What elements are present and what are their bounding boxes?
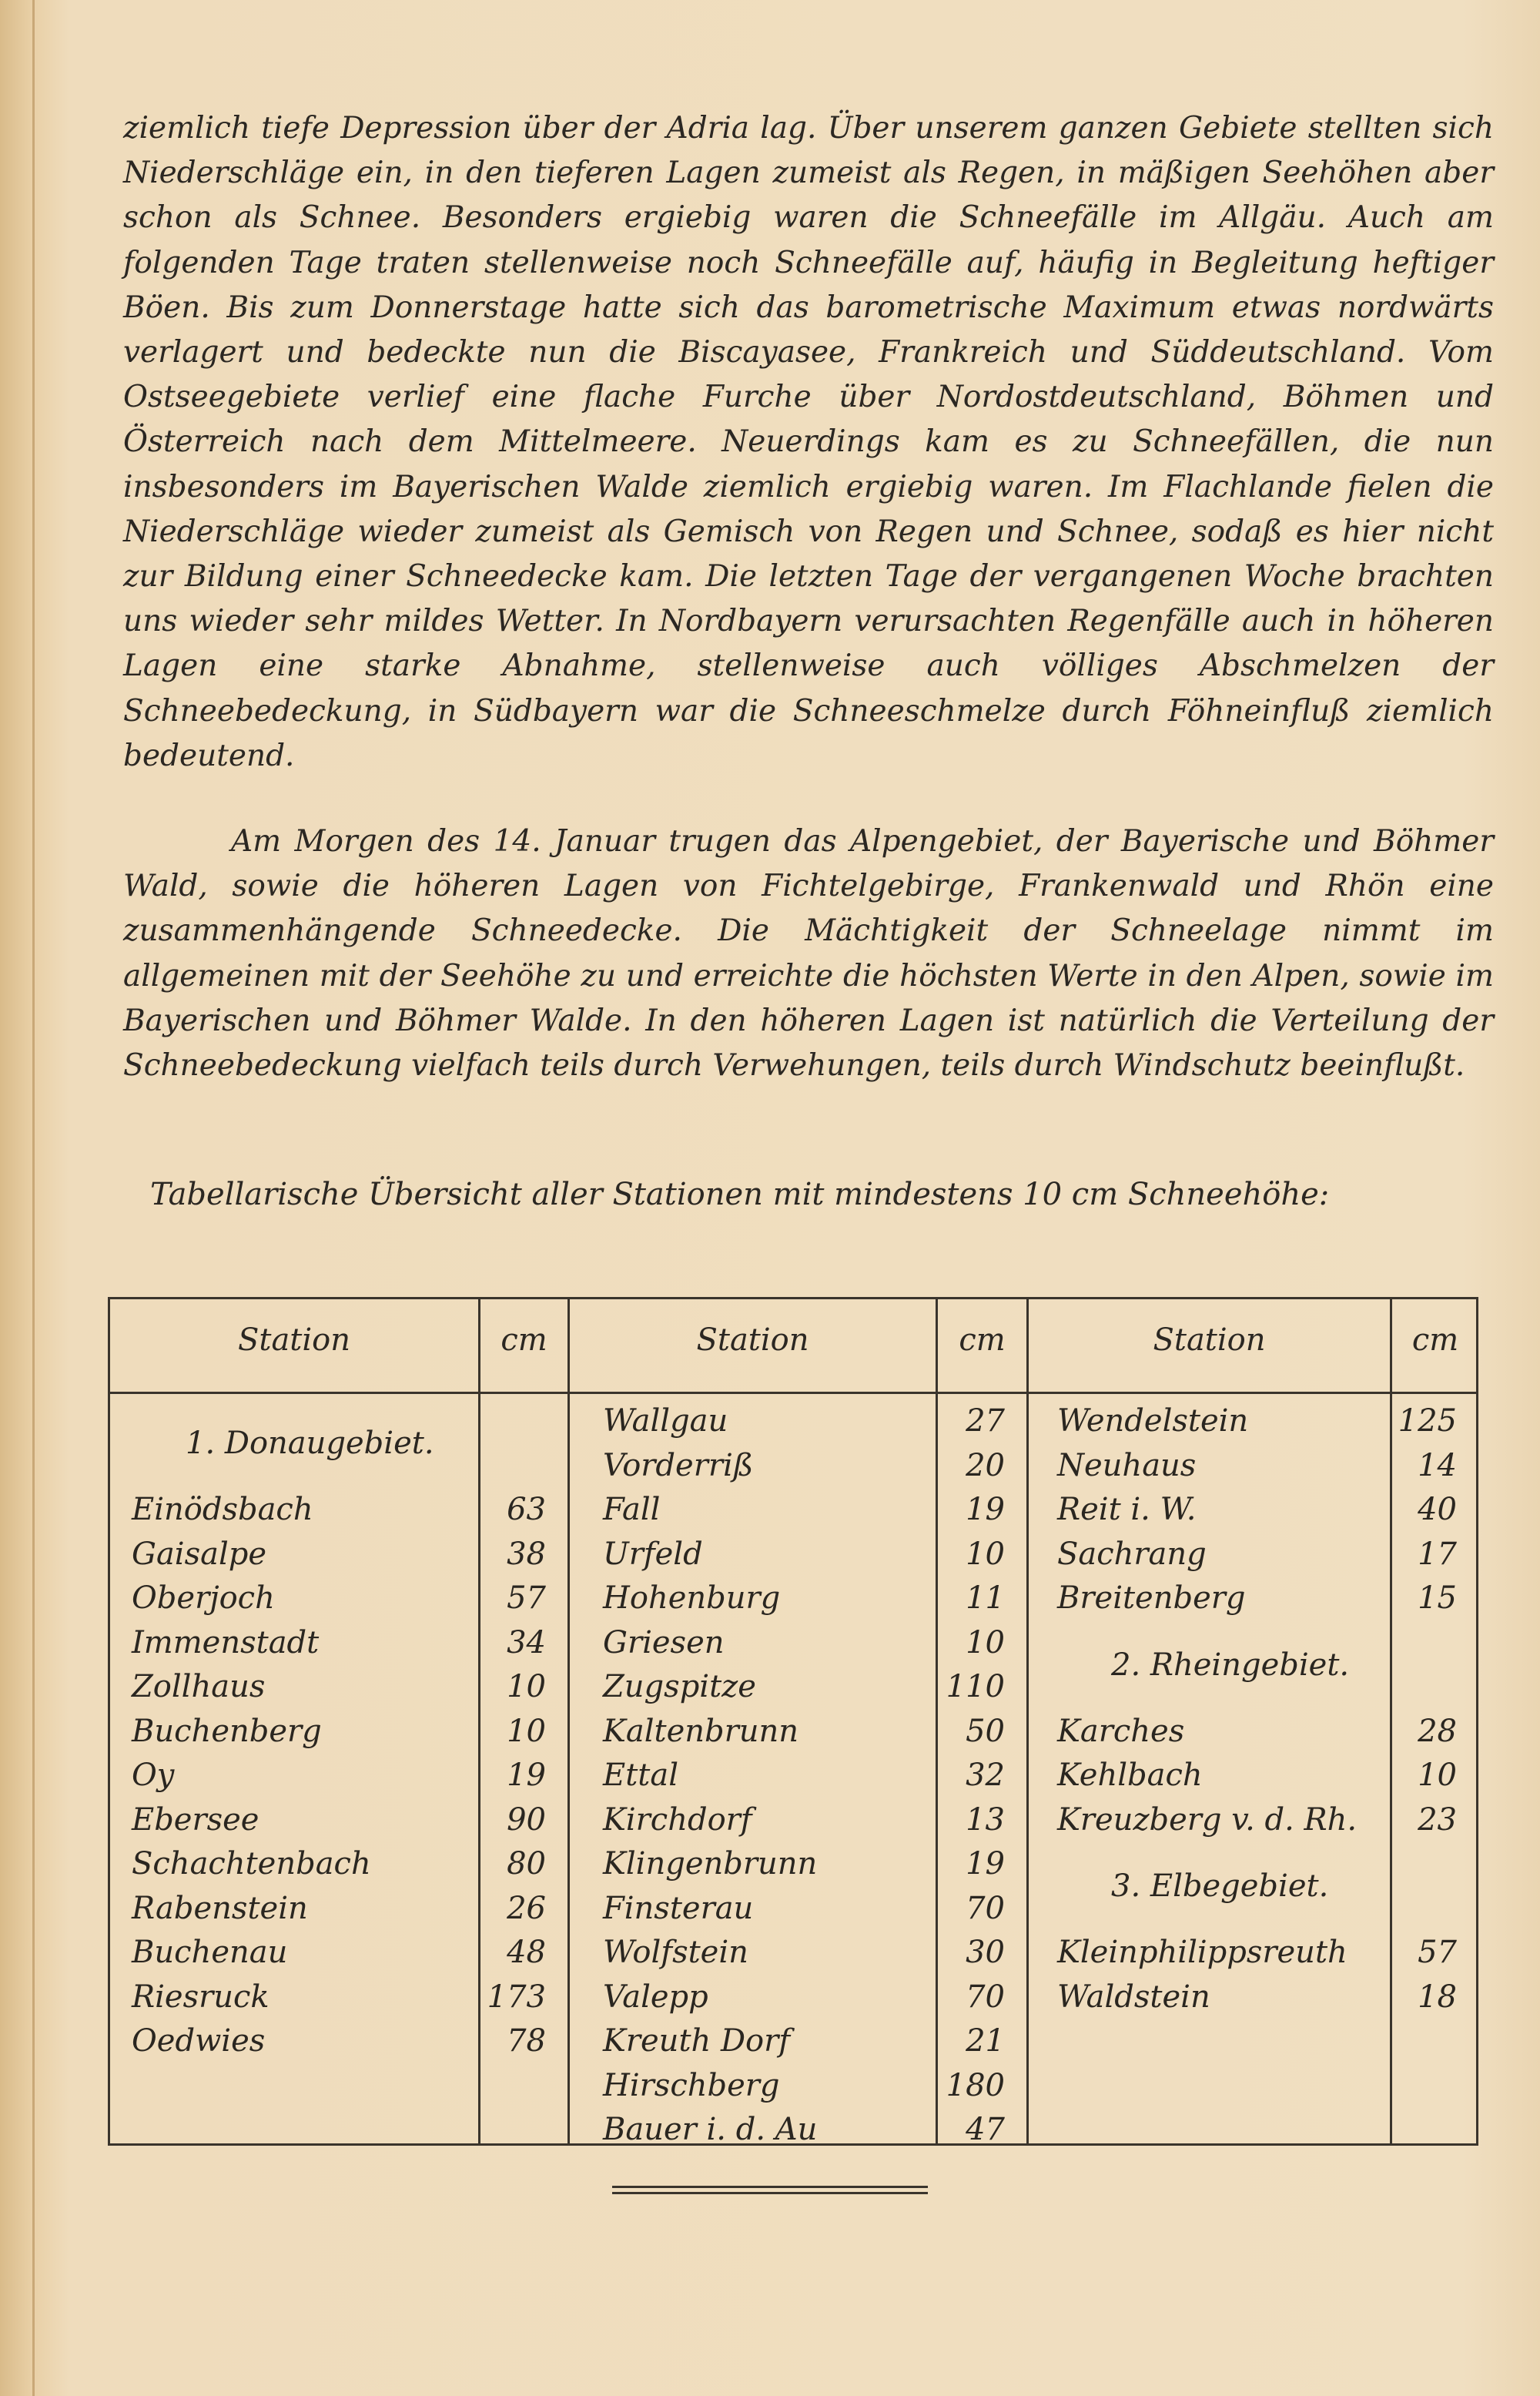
- table-header-rule: [110, 1392, 1476, 1394]
- station-name: Klingenbrunn: [603, 1846, 818, 1882]
- snow-depth-cm: 20: [966, 1447, 1005, 1483]
- snow-depth-cm: 57: [1418, 1935, 1457, 1970]
- station-name: Immenstadt: [132, 1624, 320, 1660]
- station-name: Bauer i. d. Au: [603, 2112, 818, 2147]
- snow-depth-cm: 28: [1418, 1713, 1457, 1749]
- snow-depth-cm: 18: [1418, 1979, 1457, 2015]
- snow-depth-cm: 19: [966, 1492, 1005, 1527]
- station-name: Hirschberg: [603, 2067, 780, 2103]
- station-name: Karches: [1057, 1713, 1185, 1749]
- station-name: Oy: [132, 1758, 175, 1793]
- snow-depth-cm: 10: [966, 1536, 1005, 1572]
- station-name: Oedwies: [132, 2023, 266, 2059]
- section-heading: 1. Donaugebiet.: [186, 1426, 434, 1461]
- station-name: Vorderriß: [603, 1447, 754, 1483]
- station-name: Valepp: [603, 1979, 708, 2015]
- snow-depth-cm: 38: [507, 1536, 546, 1572]
- header-cm-2: cm: [959, 1322, 1006, 1358]
- column-2-values: [938, 1399, 1026, 2153]
- station-name: Schachtenbach: [132, 1846, 371, 1882]
- snow-depth-cm: 110: [946, 1669, 1005, 1704]
- station-name: Kehlbach: [1057, 1758, 1203, 1793]
- station-name: Breitenberg: [1057, 1580, 1246, 1616]
- station-name: Finsterau: [603, 1890, 754, 1926]
- station-name: Kreuth Dorf: [603, 2023, 791, 2059]
- header-cm-3: cm: [1411, 1322, 1459, 1358]
- snow-depth-cm: 26: [507, 1890, 546, 1926]
- snow-depth-cm: 70: [966, 1890, 1005, 1926]
- table-title: Tabellarische Übersicht aller Stationen mit mindestens 10 cm Schneehöhe:: [150, 1177, 1330, 1212]
- snow-depth-cm: 19: [507, 1758, 546, 1793]
- spacer: [480, 1399, 567, 1488]
- snow-depth-cm: 70: [966, 1979, 1005, 2015]
- station-name: Kaltenbrunn: [603, 1713, 799, 1749]
- snow-depth-cm: 10: [507, 1713, 546, 1749]
- station-name: Wolfstein: [603, 1935, 748, 1970]
- snow-depth-cm: 19: [966, 1846, 1005, 1882]
- station-name: Zugspitze: [603, 1669, 756, 1704]
- column-2-stations: [603, 1399, 936, 2153]
- spacer: [1392, 1842, 1478, 1931]
- snow-depth-cm: 173: [487, 1979, 546, 2015]
- snow-depth-cm: 78: [507, 2023, 546, 2059]
- header-station-1: Station: [237, 1322, 351, 1358]
- snow-depth-cm: 30: [966, 1935, 1005, 1970]
- station-name: Fall: [603, 1492, 661, 1527]
- station-name: Sachrang: [1057, 1536, 1207, 1572]
- header-cm-1: cm: [500, 1322, 547, 1358]
- snow-depth-cm: 90: [507, 1801, 546, 1838]
- snow-depth-cm: 13: [966, 1801, 1005, 1838]
- column-divider: [567, 1299, 570, 2143]
- station-name: Kirchdorf: [603, 1801, 752, 1838]
- snow-depth-cm: 47: [966, 2112, 1005, 2147]
- snow-depth-cm: 63: [507, 1492, 546, 1527]
- station-name: Ettal: [603, 1758, 678, 1793]
- station-name: Gaisalpe: [132, 1536, 267, 1572]
- station-name: Waldstein: [1057, 1979, 1210, 2015]
- station-name: Hohenburg: [603, 1580, 781, 1616]
- station-name: Buchenau: [132, 1935, 288, 1970]
- snow-depth-cm: 50: [966, 1713, 1005, 1749]
- snow-depth-cm: 10: [1418, 1758, 1457, 1793]
- station-name: Oberjoch: [132, 1580, 275, 1616]
- column-1-values: [480, 1399, 567, 2064]
- snow-depth-cm: 14: [1418, 1447, 1457, 1483]
- snow-depth-cm: 125: [1398, 1403, 1457, 1439]
- page-gutter: [32, 0, 35, 2396]
- station-name: Ebersee: [132, 1801, 259, 1838]
- snow-depth-cm: 21: [966, 2023, 1005, 2059]
- station-name: Urfeld: [603, 1536, 703, 1572]
- snow-depth-cm: 180: [946, 2067, 1005, 2103]
- snow-depth-cm: 34: [507, 1624, 546, 1660]
- station-name: Zollhaus: [132, 1669, 266, 1704]
- snow-depth-table: [108, 1297, 1478, 2146]
- column-1-stations: [132, 1399, 478, 2064]
- station-name: Griesen: [603, 1624, 725, 1660]
- header-station-2: Station: [696, 1322, 809, 1358]
- station-name: Kleinphilippsreuth: [1057, 1935, 1348, 1970]
- header-station-3: Station: [1153, 1322, 1266, 1358]
- column-divider: [1026, 1299, 1029, 2143]
- snow-depth-cm: 15: [1418, 1580, 1457, 1616]
- snow-depth-cm: 57: [507, 1580, 546, 1616]
- station-name: Buchenberg: [132, 1713, 322, 1749]
- station-name: Wallgau: [603, 1403, 728, 1439]
- snow-depth-cm: 80: [507, 1846, 546, 1882]
- station-name: Kreuzberg v. d. Rh.: [1057, 1801, 1358, 1838]
- snow-depth-cm: 10: [507, 1669, 546, 1704]
- snow-depth-cm: 27: [966, 1403, 1005, 1439]
- snow-depth-cm: 23: [1418, 1801, 1457, 1838]
- snow-depth-cm: 10: [966, 1624, 1005, 1660]
- paragraph-1: ziemlich tiefe Depression über der Adria lag. Über unserem ganzen Gebiete stellten sich Niederschläge ein, in den tieferen Lagen zumeist als Regen, in mäßigen Seehöhen aber schon als Schnee. Besonders ergiebig waren die Schneefälle im Allgäu. Auch am folgenden Tage traten stellenweise noch Schneefälle auf, häufig in Begleitung heftiger Böen. Bis zum Donnerstage hatte sich das barometrische Maximum etwas nordwärts verlagert und bedeckte nun die Biscayasee, Frankreich und Süddeutschland. Vom Ostseegebiete verlief eine flache Furche über Nordostdeutschland, Böhmen und Österreich nach dem Mittelmeere. Neuerdings kam es zu Schneefällen, die nun insbesonders im Bayerischen Walde ziemlich ergiebig waren. Im Flachlande fielen die Niederschläge wieder zumeist als Gemisch von Regen und Schnee, sodaß es hier nicht zur Bildung einer Schneedecke kam. Die letzten Tage der vergangenen Woche brachten uns wieder sehr mildes Wetter. In Nordbayern verursachten Regenfälle auch in höheren Lagen eine starke Abnahme, stellenweise auch völliges Abschmelzen der Schneebedeckung, in Südbayern war die Schneeschmelze durch Föhneinfluß ziemlich bedeutend.: [123, 111, 1494, 773]
- column-3-stations: [1057, 1399, 1390, 2019]
- section-heading: 2. Rheingebiet.: [1111, 1647, 1350, 1683]
- snow-depth-cm: 11: [966, 1580, 1005, 1616]
- end-rule: [612, 2186, 928, 2188]
- paragraph-2: Am Morgen des 14. Januar trugen das Alpengebiet, der Bayerische und Böhmer Wald, sowie die höheren Lagen von Fichtelgebirge, Frankenwald und Rhön eine zusammenhängende Schneedecke. Die Mächtigkeit der Schneelage nimmt im allgemeinen mit der Seehöhe zu und erreichte die höchsten Werte in den Alpen, sowie im Bayerischen und Böhmer Walde. In den höheren Lagen ist natürlich die Verteilung der Schneebedeckung vielfach teils durch Verwehungen, teils durch Windschutz beeinflußt.: [123, 824, 1494, 1084]
- column-3-values: [1392, 1399, 1478, 2019]
- station-name: Neuhaus: [1057, 1447, 1197, 1483]
- station-name: Rabenstein: [132, 1890, 308, 1926]
- snow-depth-cm: 40: [1418, 1492, 1457, 1527]
- snow-depth-cm: 17: [1418, 1536, 1457, 1572]
- station-name: Reit i. W.: [1057, 1492, 1197, 1527]
- station-name: Wendelstein: [1057, 1403, 1249, 1439]
- station-name: Einödsbach: [132, 1492, 313, 1527]
- snow-depth-cm: 48: [507, 1935, 546, 1970]
- spacer: [1392, 1621, 1478, 1710]
- end-rule: [612, 2192, 928, 2194]
- station-name: Riesruck: [132, 1979, 270, 2015]
- snow-depth-cm: 32: [966, 1758, 1005, 1793]
- section-heading: 3. Elbegebiet.: [1111, 1868, 1329, 1904]
